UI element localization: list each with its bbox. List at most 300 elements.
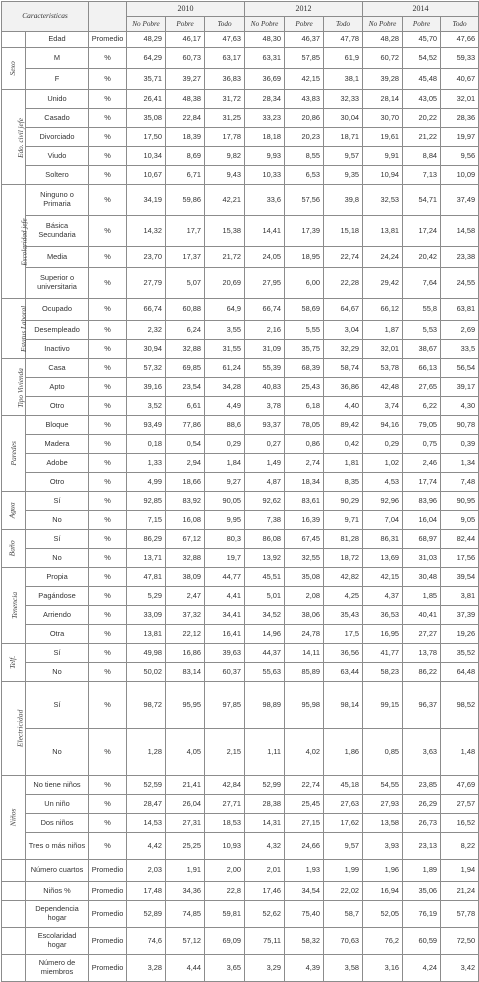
value-cell: 18,53 [205, 814, 245, 833]
value-cell: 4,40 [324, 397, 363, 416]
value-cell: 83,14 [166, 663, 205, 682]
value-cell: 75,40 [285, 901, 324, 928]
value-cell: 32,88 [166, 549, 205, 568]
value-cell: 0,39 [441, 435, 479, 454]
value-cell: 34,36 [166, 882, 205, 901]
value-cell: 96,37 [403, 682, 441, 729]
row-unit: % [89, 511, 127, 530]
row-unit: % [89, 729, 127, 776]
value-cell: 16,95 [363, 625, 403, 644]
value-cell: 24,24 [363, 247, 403, 268]
row-unit: % [89, 625, 127, 644]
value-cell: 20,23 [285, 128, 324, 147]
table-row [2, 568, 479, 587]
value-cell: 63,31 [245, 48, 285, 69]
value-cell: 97,85 [205, 682, 245, 729]
value-cell: 10,94 [363, 166, 403, 185]
group-label: Paredes [8, 441, 18, 466]
table-row [2, 128, 479, 147]
value-cell: 17,74 [403, 473, 441, 492]
group-label-cell [2, 860, 26, 882]
value-cell: 95,98 [285, 682, 324, 729]
row-label: Niños % [26, 882, 89, 901]
table-row [2, 90, 479, 109]
value-cell: 17,46 [245, 882, 285, 901]
table-row [2, 185, 479, 216]
subheader-pobre: Pobre [285, 17, 324, 32]
value-cell: 10,09 [441, 166, 479, 185]
row-label: Sí [26, 644, 89, 663]
value-cell: 45,70 [403, 32, 441, 48]
value-cell: 47,81 [127, 568, 166, 587]
value-cell: 25,25 [166, 833, 205, 860]
value-cell: 2,74 [285, 454, 324, 473]
value-cell: 86,22 [403, 663, 441, 682]
row-unit: % [89, 492, 127, 511]
value-cell: 35,06 [403, 882, 441, 901]
value-cell: 33,5 [441, 340, 479, 359]
value-cell: 98,14 [324, 682, 363, 729]
value-cell: 3,28 [127, 955, 166, 982]
table-row [2, 928, 479, 955]
group-label-cell [2, 955, 26, 982]
value-cell: 26,41 [127, 90, 166, 109]
group-label-cell [2, 530, 26, 568]
value-cell: 31,72 [205, 90, 245, 109]
group-label-cell [2, 359, 26, 416]
value-cell: 2,16 [245, 321, 285, 340]
value-cell: 14,32 [127, 216, 166, 247]
value-cell: 24,55 [441, 268, 479, 299]
value-cell: 7,64 [403, 268, 441, 299]
value-cell: 75,11 [245, 928, 285, 955]
value-cell: 74,85 [166, 901, 205, 928]
group-label: Sexo [8, 61, 18, 76]
row-unit: % [89, 833, 127, 860]
value-cell: 23,70 [127, 247, 166, 268]
value-cell: 74,6 [127, 928, 166, 955]
value-cell: 10,93 [205, 833, 245, 860]
table-row [2, 729, 479, 776]
table-row [2, 955, 479, 982]
value-cell: 7,38 [245, 511, 285, 530]
value-cell: 42,15 [363, 568, 403, 587]
value-cell: 49,98 [127, 644, 166, 663]
subheader-pobre: Pobre [403, 17, 441, 32]
value-cell: 22,74 [324, 247, 363, 268]
value-cell: 23,85 [403, 776, 441, 795]
row-unit: % [89, 814, 127, 833]
value-cell: 32,88 [166, 340, 205, 359]
value-cell: 45,51 [245, 568, 285, 587]
value-cell: 4,05 [166, 729, 205, 776]
value-cell: 72,50 [441, 928, 479, 955]
value-cell: 23,13 [403, 833, 441, 860]
row-label: Otra [26, 625, 89, 644]
value-cell: 9,91 [363, 147, 403, 166]
row-unit: % [89, 109, 127, 128]
value-cell: 69,85 [166, 359, 205, 378]
value-cell: 57,56 [285, 185, 324, 216]
value-cell: 5,53 [403, 321, 441, 340]
value-cell: 35,75 [285, 340, 324, 359]
value-cell: 52,99 [245, 776, 285, 795]
table-row [2, 397, 479, 416]
value-cell: 39,16 [127, 378, 166, 397]
value-cell: 34,19 [127, 185, 166, 216]
table-row [2, 69, 479, 90]
value-cell: 17,5 [324, 625, 363, 644]
value-cell: 52,59 [127, 776, 166, 795]
value-cell: 4,53 [363, 473, 403, 492]
subheader-no-pobre: No Pobre [363, 17, 403, 32]
row-label: Pagándose [26, 587, 89, 606]
value-cell: 0,29 [205, 435, 245, 454]
value-cell: 98,89 [245, 682, 285, 729]
group-label-cell [2, 90, 26, 185]
value-cell: 1,91 [166, 860, 205, 882]
value-cell: 9,05 [441, 511, 479, 530]
row-unit: % [89, 473, 127, 492]
value-cell: 68,97 [403, 530, 441, 549]
value-cell: 42,15 [285, 69, 324, 90]
value-cell: 34,28 [205, 378, 245, 397]
table-row [2, 166, 479, 185]
value-cell: 1,99 [324, 860, 363, 882]
value-cell: 39,8 [324, 185, 363, 216]
value-cell: 4,42 [127, 833, 166, 860]
value-cell: 7,15 [127, 511, 166, 530]
group-label-cell [2, 32, 26, 48]
value-cell: 6,18 [285, 397, 324, 416]
value-cell: 32,01 [363, 340, 403, 359]
value-cell: 17,7 [166, 216, 205, 247]
value-cell: 45,48 [403, 69, 441, 90]
row-label: Básica Secundaria [26, 216, 89, 247]
value-cell: 68,39 [285, 359, 324, 378]
value-cell: 67,12 [166, 530, 205, 549]
row-label: Adobe [26, 454, 89, 473]
value-cell: 44,37 [245, 644, 285, 663]
value-cell: 82,44 [441, 530, 479, 549]
value-cell: 57,12 [166, 928, 205, 955]
value-cell: 64,48 [441, 663, 479, 682]
table-row [2, 268, 479, 299]
value-cell: 9,35 [324, 166, 363, 185]
value-cell: 2,32 [127, 321, 166, 340]
value-cell: 36,86 [324, 378, 363, 397]
value-cell: 55,63 [245, 663, 285, 682]
group-label-cell [2, 882, 26, 901]
row-label: Casa [26, 359, 89, 378]
value-cell: 4,37 [363, 587, 403, 606]
value-cell: 57,85 [285, 48, 324, 69]
statistics-table [1, 1, 479, 982]
value-cell: 27,57 [441, 795, 479, 814]
value-cell: 42,84 [205, 776, 245, 795]
row-label: Tres o más niños [26, 833, 89, 860]
value-cell: 4,30 [441, 397, 479, 416]
value-cell: 27,63 [324, 795, 363, 814]
table-row [2, 833, 479, 860]
value-cell: 0,27 [245, 435, 285, 454]
value-cell: 46,37 [285, 32, 324, 48]
value-cell: 0,54 [166, 435, 205, 454]
row-unit: % [89, 644, 127, 663]
value-cell: 38,1 [324, 69, 363, 90]
group-label-cell [2, 901, 26, 928]
value-cell: 29,42 [363, 268, 403, 299]
value-cell: 30,70 [363, 109, 403, 128]
value-cell: 37,32 [166, 606, 205, 625]
value-cell: 24,66 [285, 833, 324, 860]
value-cell: 15,38 [205, 216, 245, 247]
value-cell: 2,47 [166, 587, 205, 606]
value-cell: 3,65 [205, 955, 245, 982]
row-unit: % [89, 776, 127, 795]
value-cell: 9,82 [205, 147, 245, 166]
row-label: No tiene niños [26, 776, 89, 795]
table-body [2, 32, 479, 982]
value-cell: 53,78 [363, 359, 403, 378]
value-cell: 22,02 [324, 882, 363, 901]
value-cell: 93,49 [127, 416, 166, 435]
value-cell: 1,81 [324, 454, 363, 473]
value-cell: 26,73 [403, 814, 441, 833]
value-cell: 64,29 [127, 48, 166, 69]
value-cell: 1,28 [127, 729, 166, 776]
value-cell: 23,38 [441, 247, 479, 268]
value-cell: 28,47 [127, 795, 166, 814]
group-label: Baño [8, 540, 18, 557]
table-row [2, 299, 479, 321]
value-cell: 60,37 [205, 663, 245, 682]
value-cell: 6,71 [166, 166, 205, 185]
subheader-no-pobre: No Pobre [245, 17, 285, 32]
value-cell: 7,13 [403, 166, 441, 185]
value-cell: 64,67 [324, 299, 363, 321]
row-label: Casado [26, 109, 89, 128]
value-cell: 89,42 [324, 416, 363, 435]
value-cell: 27,71 [205, 795, 245, 814]
value-cell: 27,15 [285, 814, 324, 833]
group-label: Tipo Vivienda [16, 367, 25, 408]
row-unit: % [89, 454, 127, 473]
value-cell: 19,97 [441, 128, 479, 147]
row-unit: % [89, 587, 127, 606]
table-row [2, 48, 479, 69]
value-cell: 16,08 [166, 511, 205, 530]
value-cell: 42,48 [363, 378, 403, 397]
value-cell: 52,05 [363, 901, 403, 928]
value-cell: 18,72 [324, 549, 363, 568]
value-cell: 69,09 [205, 928, 245, 955]
row-label: Dependencia hogar [26, 901, 89, 928]
table-row [2, 473, 479, 492]
value-cell: 0,42 [324, 435, 363, 454]
value-cell: 35,08 [285, 568, 324, 587]
value-cell: 18,71 [324, 128, 363, 147]
value-cell: 47,66 [441, 32, 479, 48]
row-label: Escolaridad hogar [26, 928, 89, 955]
row-unit: Promedio [89, 860, 127, 882]
group-label-cell [2, 492, 26, 530]
value-cell: 92,62 [245, 492, 285, 511]
value-cell: 4,49 [205, 397, 245, 416]
value-cell: 21,24 [441, 882, 479, 901]
value-cell: 13,92 [245, 549, 285, 568]
group-label-cell [2, 928, 26, 955]
value-cell: 54,55 [363, 776, 403, 795]
value-cell: 50,02 [127, 663, 166, 682]
value-cell: 17,50 [127, 128, 166, 147]
value-cell: 5,55 [285, 321, 324, 340]
value-cell: 22,8 [205, 882, 245, 901]
row-unit: % [89, 378, 127, 397]
group-label: Electricidad [15, 709, 25, 748]
value-cell: 2,15 [205, 729, 245, 776]
value-cell: 21,41 [166, 776, 205, 795]
value-cell: 18,39 [166, 128, 205, 147]
value-cell: 1,89 [403, 860, 441, 882]
row-label: Divorciado [26, 128, 89, 147]
value-cell: 37,49 [441, 185, 479, 216]
row-unit: % [89, 48, 127, 69]
value-cell: 36,56 [324, 644, 363, 663]
group-label: Estatus Laboral [20, 305, 29, 353]
value-cell: 9,56 [441, 147, 479, 166]
value-cell: 79,05 [403, 416, 441, 435]
row-label: Desempleado [26, 321, 89, 340]
value-cell: 2,03 [127, 860, 166, 882]
value-cell: 27,95 [245, 268, 285, 299]
row-unit: % [89, 530, 127, 549]
table-row [2, 682, 479, 729]
value-cell: 98,52 [441, 682, 479, 729]
value-cell: 0,75 [403, 435, 441, 454]
value-cell: 35,43 [324, 606, 363, 625]
value-cell: 0,86 [285, 435, 324, 454]
value-cell: 9,71 [324, 511, 363, 530]
value-cell: 85,89 [285, 663, 324, 682]
value-cell: 60,72 [363, 48, 403, 69]
row-unit: % [89, 299, 127, 321]
table-row [2, 644, 479, 663]
value-cell: 60,59 [403, 928, 441, 955]
unit-header [89, 2, 127, 32]
table-row [2, 549, 479, 568]
value-cell: 3,42 [441, 955, 479, 982]
value-cell: 33,09 [127, 606, 166, 625]
value-cell: 14,53 [127, 814, 166, 833]
value-cell: 6,61 [166, 397, 205, 416]
value-cell: 14,41 [245, 216, 285, 247]
value-cell: 95,95 [166, 682, 205, 729]
value-cell: 24,05 [245, 247, 285, 268]
value-cell: 7,04 [363, 511, 403, 530]
value-cell: 58,23 [363, 663, 403, 682]
table-row [2, 625, 479, 644]
table-row [2, 882, 479, 901]
value-cell: 4,32 [245, 833, 285, 860]
value-cell: 35,71 [127, 69, 166, 90]
value-cell: 3,58 [324, 955, 363, 982]
value-cell: 38,09 [166, 568, 205, 587]
table-row [2, 147, 479, 166]
value-cell: 19,26 [441, 625, 479, 644]
value-cell: 33,23 [245, 109, 285, 128]
table-row [2, 530, 479, 549]
value-cell: 31,55 [205, 340, 245, 359]
value-cell: 60,88 [166, 299, 205, 321]
table-row [2, 492, 479, 511]
row-unit: % [89, 549, 127, 568]
row-label: Dos niños [26, 814, 89, 833]
row-unit: % [89, 568, 127, 587]
value-cell: 86,29 [127, 530, 166, 549]
value-cell: 20,42 [403, 247, 441, 268]
value-cell: 3,74 [363, 397, 403, 416]
value-cell: 13,78 [403, 644, 441, 663]
value-cell: 35,52 [441, 644, 479, 663]
value-cell: 17,78 [205, 128, 245, 147]
value-cell: 57,32 [127, 359, 166, 378]
value-cell: 28,36 [441, 109, 479, 128]
value-cell: 58,7 [324, 901, 363, 928]
table-row [2, 663, 479, 682]
value-cell: 3,78 [245, 397, 285, 416]
value-cell: 3,93 [363, 833, 403, 860]
value-cell: 18,18 [245, 128, 285, 147]
row-label: Unido [26, 90, 89, 109]
row-label: No [26, 511, 89, 530]
value-cell: 14,58 [441, 216, 479, 247]
value-cell: 21,72 [205, 247, 245, 268]
row-label: F [26, 69, 89, 90]
value-cell: 64,9 [205, 299, 245, 321]
row-label: Ninguno o Primaria [26, 185, 89, 216]
row-label: Número de miembros [26, 955, 89, 982]
subheader-todo: Todo [324, 17, 363, 32]
group-label-cell [2, 644, 26, 682]
value-cell: 6,22 [403, 397, 441, 416]
row-unit: % [89, 606, 127, 625]
value-cell: 16,04 [403, 511, 441, 530]
value-cell: 83,61 [285, 492, 324, 511]
value-cell: 10,67 [127, 166, 166, 185]
value-cell: 25,45 [285, 795, 324, 814]
row-label: Media [26, 247, 89, 268]
value-cell: 31,09 [245, 340, 285, 359]
group-label-cell [2, 568, 26, 644]
table-row [2, 216, 479, 247]
value-cell: 6,24 [166, 321, 205, 340]
value-cell: 3,29 [245, 955, 285, 982]
row-unit: % [89, 416, 127, 435]
row-unit: % [89, 247, 127, 268]
table-row [2, 247, 479, 268]
value-cell: 36,83 [205, 69, 245, 90]
row-unit: Promedio [89, 901, 127, 928]
value-cell: 26,29 [403, 795, 441, 814]
value-cell: 27,31 [166, 814, 205, 833]
value-cell: 46,17 [166, 32, 205, 48]
value-cell: 16,41 [205, 625, 245, 644]
value-cell: 99,15 [363, 682, 403, 729]
value-cell: 32,33 [324, 90, 363, 109]
value-cell: 9,95 [205, 511, 245, 530]
value-cell: 40,67 [441, 69, 479, 90]
